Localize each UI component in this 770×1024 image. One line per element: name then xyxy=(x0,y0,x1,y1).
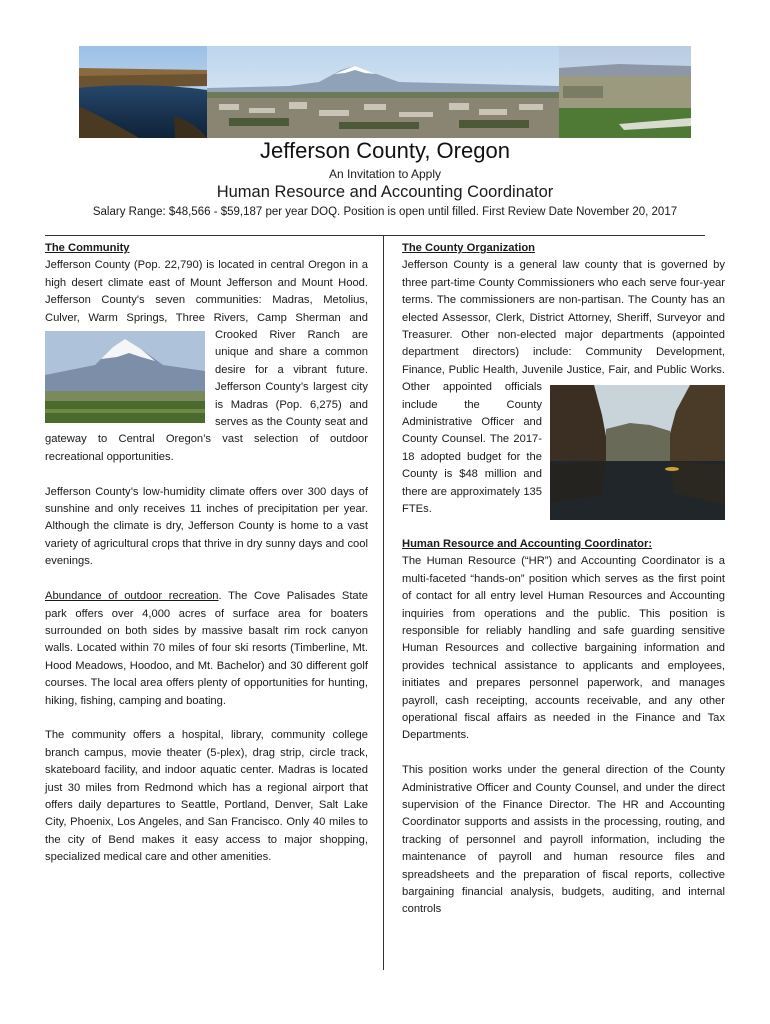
header-divider xyxy=(45,235,705,236)
recreation-lead: Abundance of outdoor recreation xyxy=(45,590,219,603)
county-organization-heading: The County Organization xyxy=(402,242,536,254)
salary-line: Salary Range: $48,566 - $59,187 per year DOQ. Position is open until filled. First Review Date November 20, 2017 xyxy=(92,206,678,218)
page-title: Jefferson County, Oregon xyxy=(260,138,510,163)
county-organization-text-end: Other appointed officials include the County Administrative Officer and County Counsel. The 2017-18 adopted budget for the County is $48 million and there are approximately 135 FTEs. xyxy=(402,381,542,516)
column-divider xyxy=(383,236,384,970)
recreation-paragraph xyxy=(45,588,368,710)
community-paragraph-1 xyxy=(45,257,368,466)
hr-coordinator-heading: Human Resource and Accounting Coordinator: xyxy=(402,537,653,550)
recreation-text: . The Cove Palisades State park offers over 4,000 acres of surface area for boaters surrounded on both sides by massive basalt rim rock canyon walls. Located within 70 miles of four ski resorts (Timberline, Mt. Hood Meadows, Hoodoo, and Mt. Bachelor) and 30 different golf courses. The local area offers plenty of opportunities for hunting, hiking, fishing, camping and boating. xyxy=(45,590,368,707)
position-title: Human Resource and Accounting Coordinator xyxy=(216,183,554,201)
madras-town-mountain-photo xyxy=(207,46,559,138)
community-paragraph-1-start: Jefferson County (Pop. 22,790) is located in central Oregon in a high desert climate east of Mount Jefferson and Mount Hood. Jefferson County's seven communities: Madras, Metolius, Culver, Warm Springs, Three Rivers, xyxy=(45,259,368,324)
community-paragraph-2: Jefferson County’s low-humidity climate offers over 300 days of sunshine and only receives 11 inches of precipitation per year. Although the climate is dry, Jefferson County is home to a vast variety of agricultural crops that thrive in dry sunny days and cool evenings. xyxy=(45,485,368,568)
canyon-lake-photo xyxy=(79,46,207,138)
mount-jefferson-photo xyxy=(45,331,205,423)
community-paragraph-1-end: Camp Sherman and Crooked River Ranch are unique and share a common desire for a vibrant future. Jefferson County’s largest city is Madras (Pop. 6,275) and serves as the County seat and gateway to Central Oregon’s vast selection of outdoor recreational opportunities. xyxy=(45,311,368,463)
header-photo-banner xyxy=(79,46,691,138)
amenities-paragraph: The community offers a hospital, library, community college branch campus, movie theater (5-plex), drag strip, circle track, skateboard facility, and indoor aquatic center. Madras is located just 30 miles from Redmond which has a regional airport that offers daily departures to Seattle, Portland, Denver, Salt Lake City, Phoenix, Los Angeles, and San Francisco. Only 40 miles to the city of Bend makes it easy access to major shopping, specialized medical care and other amenities. xyxy=(45,729,368,864)
canyon-kayak-photo xyxy=(550,385,725,520)
irrigated-farmland-photo xyxy=(559,46,691,138)
community-heading: The Community xyxy=(45,242,130,254)
hr-coordinator-paragraph-2: This position works under the general direction of the County Administrative Officer and County Counsel, and under the direct supervision of the Finance Director. The HR and Accounting Coordinator supports and assists in the processing, routing, and tracking of personnel and payroll information, including the maintenance of payroll and human resource files and spreadsheets and the preparation of fiscal reports, collective bargaining financial analysis, budgets, auditing, and internal controls xyxy=(402,764,725,916)
left-column xyxy=(45,240,368,884)
county-organization-paragraph xyxy=(402,257,725,518)
county-organization-text-start: Jefferson County is a general law county that is governed by three part-time County Commissioners who each serve four-year terms. The commissioners are non-partisan. The County has an elected Assessor, Clerk, District Attorney, Sheriff, Surveyor and Treasurer. Other non-elected major departments (appointed department directors) include: Community Development, Finance, Public Health, Juvenile Justice, Fair, and Public Works. xyxy=(402,259,725,376)
hr-coordinator-paragraph-1: The Human Resource (“HR”) and Accounting Coordinator is a multi-faceted “hands-on” position which serves as the first point of contact for all entry level Human Resources and Accounting inquiries from operations and the public. This position is responsible for reliably handling and safe guarding sensitive Human Resources and collective bargaining information and provides technical assistance to applicants and employees, initiates and prepares personnel paperwork, and manages payroll, cash receipting, accounts receivable, and any other operational fiscal affairs as needed in the Finance and Tax Departments. xyxy=(402,555,725,742)
invitation-subtitle: An Invitation to Apply xyxy=(328,167,442,181)
right-column xyxy=(402,240,725,936)
